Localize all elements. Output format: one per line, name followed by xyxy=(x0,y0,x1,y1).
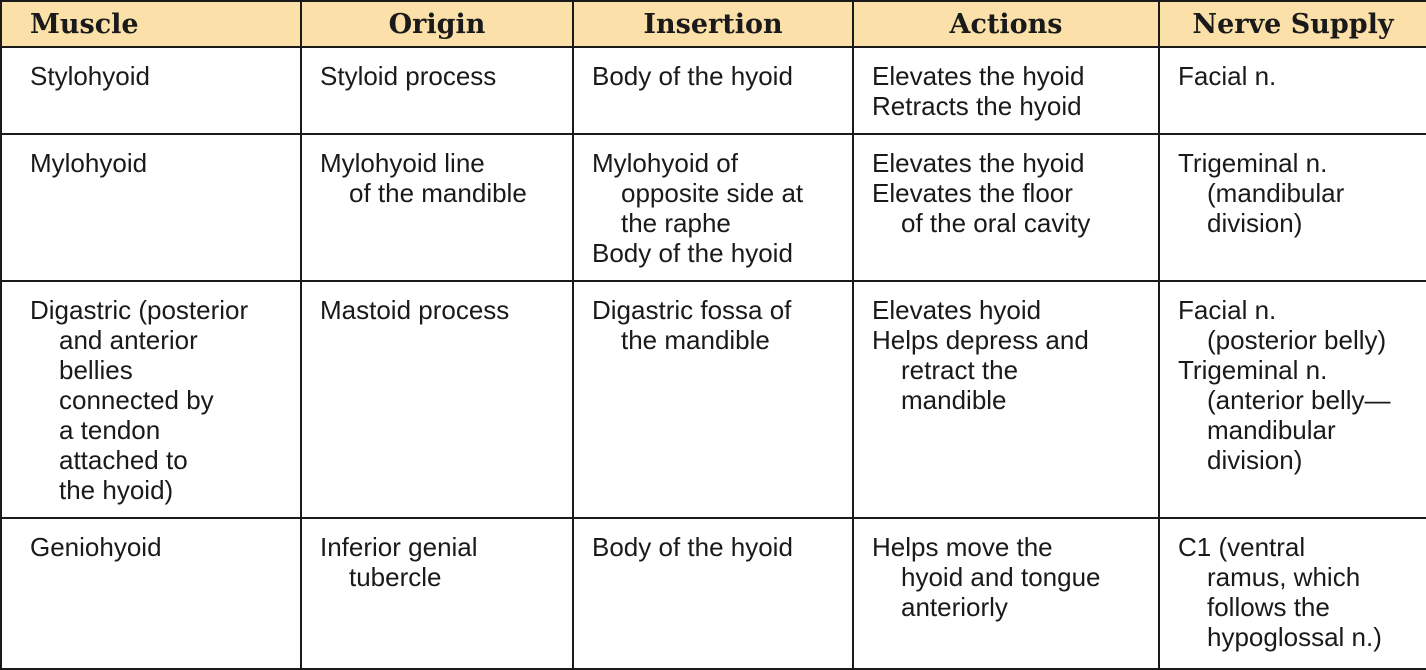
cell-line: bellies xyxy=(59,355,133,385)
cell-line: the mandible xyxy=(621,325,770,355)
cell-line: follows the xyxy=(1207,592,1330,622)
table-row xyxy=(1,47,1426,134)
cell-line: Geniohyoid xyxy=(30,532,162,562)
cell-line: Inferior genial xyxy=(320,532,478,562)
cell-muscle xyxy=(1,518,301,669)
cell-actions xyxy=(853,281,1159,518)
cell-line: Facial n. xyxy=(1178,61,1277,91)
cell-line: retract the xyxy=(901,355,1019,385)
cell-line: opposite side at xyxy=(621,178,804,208)
cell-nerve-supply xyxy=(1159,47,1426,134)
cell-line: attached to xyxy=(59,445,188,475)
cell-line: Mylohyoid line xyxy=(320,148,485,178)
cell-line: connected by xyxy=(59,385,214,415)
cell-line: Elevates the hyoid xyxy=(872,61,1085,91)
cell-line: mandibular xyxy=(1207,415,1336,445)
cell-line: (mandibular xyxy=(1207,178,1345,208)
cell-line: Body of the hyoid xyxy=(592,238,793,268)
cell-line: mandible xyxy=(901,385,1007,415)
cell-nerve-supply xyxy=(1159,134,1426,281)
cell-muscle xyxy=(1,47,301,134)
cell-actions xyxy=(853,47,1159,134)
cell-line: Mastoid process xyxy=(320,295,510,325)
cell-line: Facial n. xyxy=(1178,295,1277,325)
table-row xyxy=(1,134,1426,281)
cell-line: division) xyxy=(1207,445,1303,475)
cell-line: a tendon xyxy=(59,415,161,445)
cell-line: Trigeminal n. xyxy=(1178,355,1328,385)
header-row xyxy=(1,1,1426,47)
cell-insertion xyxy=(573,281,853,518)
cell-line: Trigeminal n. xyxy=(1178,148,1328,178)
cell-origin xyxy=(301,518,573,669)
cell-insertion xyxy=(573,47,853,134)
cell-nerve-supply xyxy=(1159,518,1426,669)
table-row xyxy=(1,518,1426,669)
cell-insertion xyxy=(573,518,853,669)
cell-origin xyxy=(301,134,573,281)
cell-line: Mylohyoid of xyxy=(592,148,738,178)
cell-origin xyxy=(301,281,573,518)
cell-line: hyoid and tongue xyxy=(901,562,1101,592)
cell-line: Styloid process xyxy=(320,61,497,91)
cell-line: Helps depress and xyxy=(872,325,1089,355)
cell-line: (anterior belly— xyxy=(1207,385,1391,415)
cell-line: Elevates the floor xyxy=(872,178,1073,208)
cell-line: Stylohyoid xyxy=(30,61,150,91)
cell-insertion xyxy=(573,134,853,281)
cell-line: of the mandible xyxy=(349,178,527,208)
cell-line: Digastric fossa of xyxy=(592,295,792,325)
cell-line: anteriorly xyxy=(901,592,1008,622)
cell-line: tubercle xyxy=(349,562,442,592)
cell-line: Digastric (posterior xyxy=(30,295,249,325)
cell-line: Body of the hyoid xyxy=(592,532,793,562)
cell-line: Helps move the xyxy=(872,532,1053,562)
header-actions: Actions xyxy=(853,1,1159,47)
cell-line: C1 (ventral xyxy=(1178,532,1306,562)
header-insertion: Insertion xyxy=(573,1,853,47)
cell-line: ramus, which xyxy=(1207,562,1361,592)
cell-line: (posterior belly) xyxy=(1207,325,1387,355)
cell-actions xyxy=(853,518,1159,669)
cell-line: Elevates the hyoid xyxy=(872,148,1085,178)
header-muscle: Muscle xyxy=(1,1,301,47)
table-row xyxy=(1,281,1426,518)
cell-line: and anterior xyxy=(59,325,198,355)
cell-line: of the oral cavity xyxy=(901,208,1091,238)
header-nerve-supply: Nerve Supply xyxy=(1159,1,1426,47)
cell-muscle xyxy=(1,281,301,518)
cell-line: Body of the hyoid xyxy=(592,61,793,91)
cell-line: the hyoid) xyxy=(59,475,174,505)
cell-line: hypoglossal n.) xyxy=(1207,622,1382,652)
cell-line: the raphe xyxy=(621,208,731,238)
cell-muscle xyxy=(1,134,301,281)
cell-origin xyxy=(301,47,573,134)
cell-line: Elevates hyoid xyxy=(872,295,1042,325)
cell-line: division) xyxy=(1207,208,1303,238)
cell-line: Mylohyoid xyxy=(30,148,148,178)
header-origin: Origin xyxy=(301,1,573,47)
cell-nerve-supply xyxy=(1159,281,1426,518)
cell-line: Retracts the hyoid xyxy=(872,91,1082,121)
cell-actions xyxy=(853,134,1159,281)
